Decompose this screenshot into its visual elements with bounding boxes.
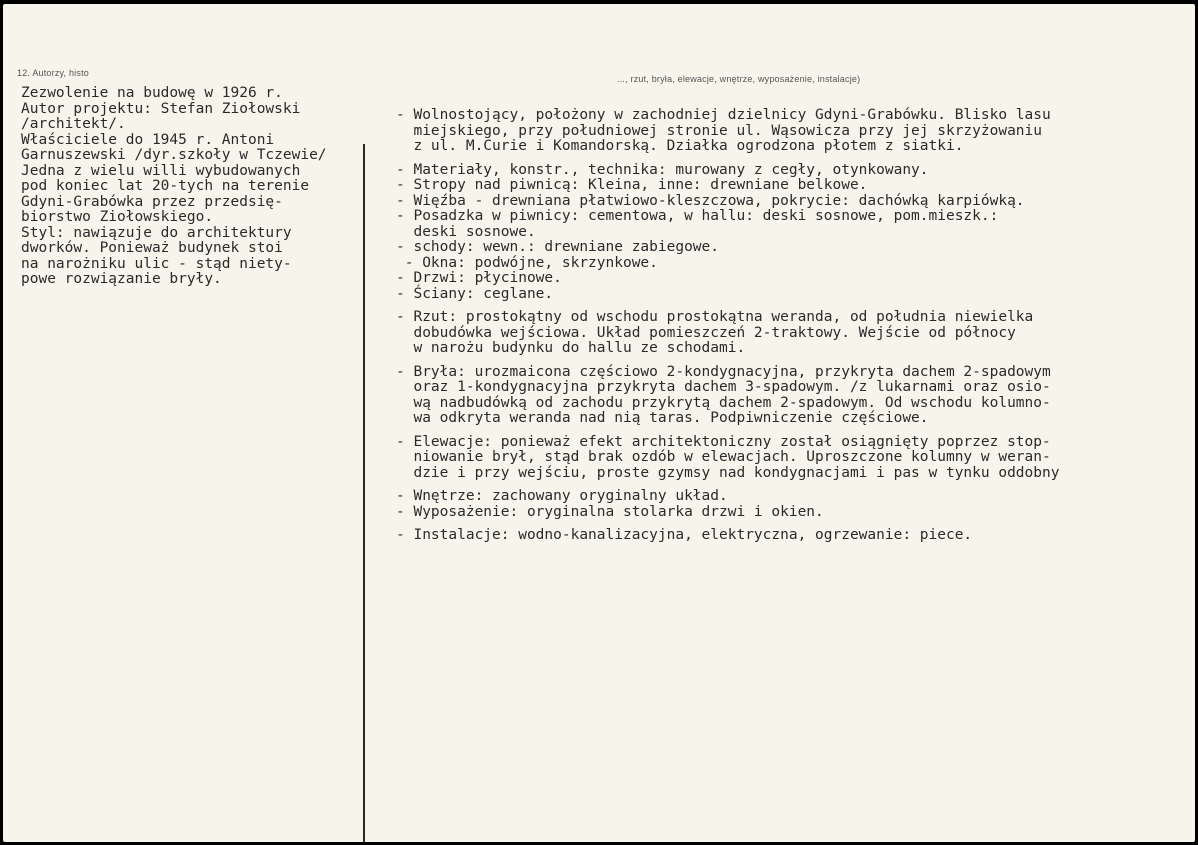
text-line: Autor projektu: Stefan Ziołowski [21, 100, 301, 117]
text-line: - Wyposażenie: oryginalna stolarka drzwi i okien. [396, 503, 824, 520]
text-line: - Okna: podwójne, skrzynkowe. [396, 254, 658, 271]
text-line: dobudówka wejściowa. Układ pomieszczeń 2-traktowy. Wejście od północy [396, 324, 1016, 341]
column-divider [363, 144, 365, 842]
text-line: Gdyni-Grabówka przez przedsię- [21, 193, 283, 210]
text-line: - Materiały, konstr., technika: murowany z cegły, otynkowany. [396, 161, 929, 178]
text-line: /architekt/. [21, 116, 126, 132]
text-line: - Posadzka w piwnicy: cementowa, w hallu: deski sosnowe, pom.mieszk.: [396, 208, 999, 224]
text-line: - schody: wewn.: drewniane zabiegowe. [396, 239, 720, 255]
text-line: - Bryła: urozmaicona częściowo 2-kondygnacyjna, przykryta dachem 2-spadowym [396, 363, 1051, 380]
text-line: z ul. M.Curie i Komandorską. Działka ogrodzona płotem z siatki. [396, 138, 964, 154]
text-line: deski sosnowe. [396, 223, 536, 240]
text-line: pod koniec lat 20-tych na terenie [21, 178, 310, 194]
text-line: miejskiego, przy południowej stronie ul. Wąsowicza przy jej skrzyżowaniu [396, 122, 1043, 139]
text-line: niowanie brył, stąd brak ozdób w elewacjach. Uproszczone kolumny w weran- [396, 449, 1051, 465]
authors-history-text [21, 86, 361, 288]
text-line: - Wnętrze: zachowany oryginalny układ. [396, 488, 728, 504]
text-line: Styl: nawiązuje do architektury [21, 224, 292, 241]
text-line: - Więźba - drewniana płatwiowo-kleszczowa, pokrycie: dachówką karpiówką. [396, 192, 1025, 209]
text-line: w narożu budynku do hallu ze schodami. [396, 340, 746, 356]
text-line: wa odkryta weranda nad nią taras. Podpiwniczenie częściowe. [396, 410, 929, 426]
text-line: dworków. Ponieważ budynek stoi [21, 240, 283, 256]
printed-header-description: ..., rzut, bryła, elewacje, wnętrze, wyposażenie, instalacje) [617, 74, 861, 84]
text-line: biorstwo Ziołowskiego. [21, 209, 214, 225]
text-line: Właściciele do 1945 r. Antoni [21, 131, 275, 148]
text-line: dzie i przy wejściu, proste gzymsy nad kondygnacjami i pas w tynku oddobny [396, 464, 1060, 481]
text-line: oraz 1-kondygnacyjna przykryta dachem 3-spadowym. /z lukarnami oraz osio- [396, 379, 1051, 395]
text-line: na narożniku ulic - stąd niety- [21, 255, 292, 272]
text-line: - Wolnostojący, położony w zachodniej dzielnicy Gdyni-Grabówku. Blisko lasu [396, 107, 1051, 123]
text-line: - Rzut: prostokątny od wschodu prostokątna weranda, od południa niewielka [396, 309, 1034, 325]
printed-header-authors: 12. Autorzy, histo [17, 68, 89, 78]
text-line: Zezwolenie na budowę w 1926 r. [21, 85, 283, 101]
text-line: powe rozwiązanie bryły. [21, 271, 222, 287]
text-line: wą nadbudówką od zachodu przykrytą dachem 2-spadowym. Od wschodu kolumno- [396, 394, 1051, 411]
text-line: Garnuszewski /dyr.szkoły w Tczewie/ [21, 147, 327, 163]
text-line: - Ściany: ceglane. [396, 285, 554, 302]
archival-card [3, 4, 1195, 842]
text-line: Jedna z wielu willi wybudowanych [21, 162, 301, 179]
text-line: - Drzwi: płycinowe. [396, 270, 562, 286]
text-line: - Stropy nad piwnicą: Kleina, inne: drewniane belkowe. [396, 177, 868, 193]
text-line: - Elewacje: ponieważ efekt architektoniczny został osiągnięty poprzez stop- [396, 433, 1051, 450]
text-line: - Instalacje: wodno-kanalizacyjna, elektryczna, ogrzewanie: piece. [396, 527, 973, 543]
building-description-text [396, 108, 1186, 544]
